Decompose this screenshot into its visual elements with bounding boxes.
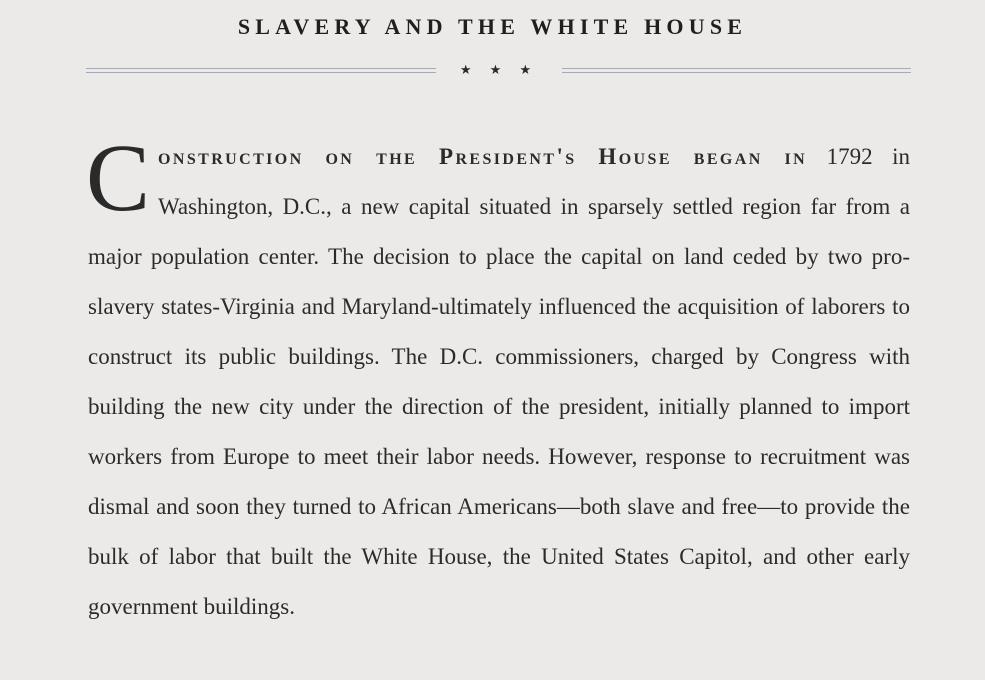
left-divider-rule xyxy=(86,68,436,73)
title-ornament xyxy=(0,61,985,81)
stars-icon: ★ ★ ★ xyxy=(459,63,539,78)
right-divider-rule xyxy=(562,68,911,73)
article-body xyxy=(86,124,910,632)
drop-cap: C xyxy=(86,124,151,231)
page-title: SLAVERY AND THE WHITE HOUSE xyxy=(237,14,748,39)
article-paragraph: 1792 in Washington, D.C., a new capital situated in sparsely settled region far from a major population center. The decision to place the capital on land ceded by two pro-slavery states-Virginia and Maryland-ultimately influenced the acquisition of laborers to construct its public buildings. The D.C. commissioners, charged by Congress with building the new city under the direction of the president, initially planned to import workers from Europe to meet their labor needs. However, response to recruitment was dismal and soon they turned to African Americans—both slave and free—to provide the bulk of labor that built the White House, the United States Capitol, and other early government buildings. xyxy=(88,144,910,619)
lead-in-text: onstruction on the President's House began in xyxy=(158,144,808,169)
